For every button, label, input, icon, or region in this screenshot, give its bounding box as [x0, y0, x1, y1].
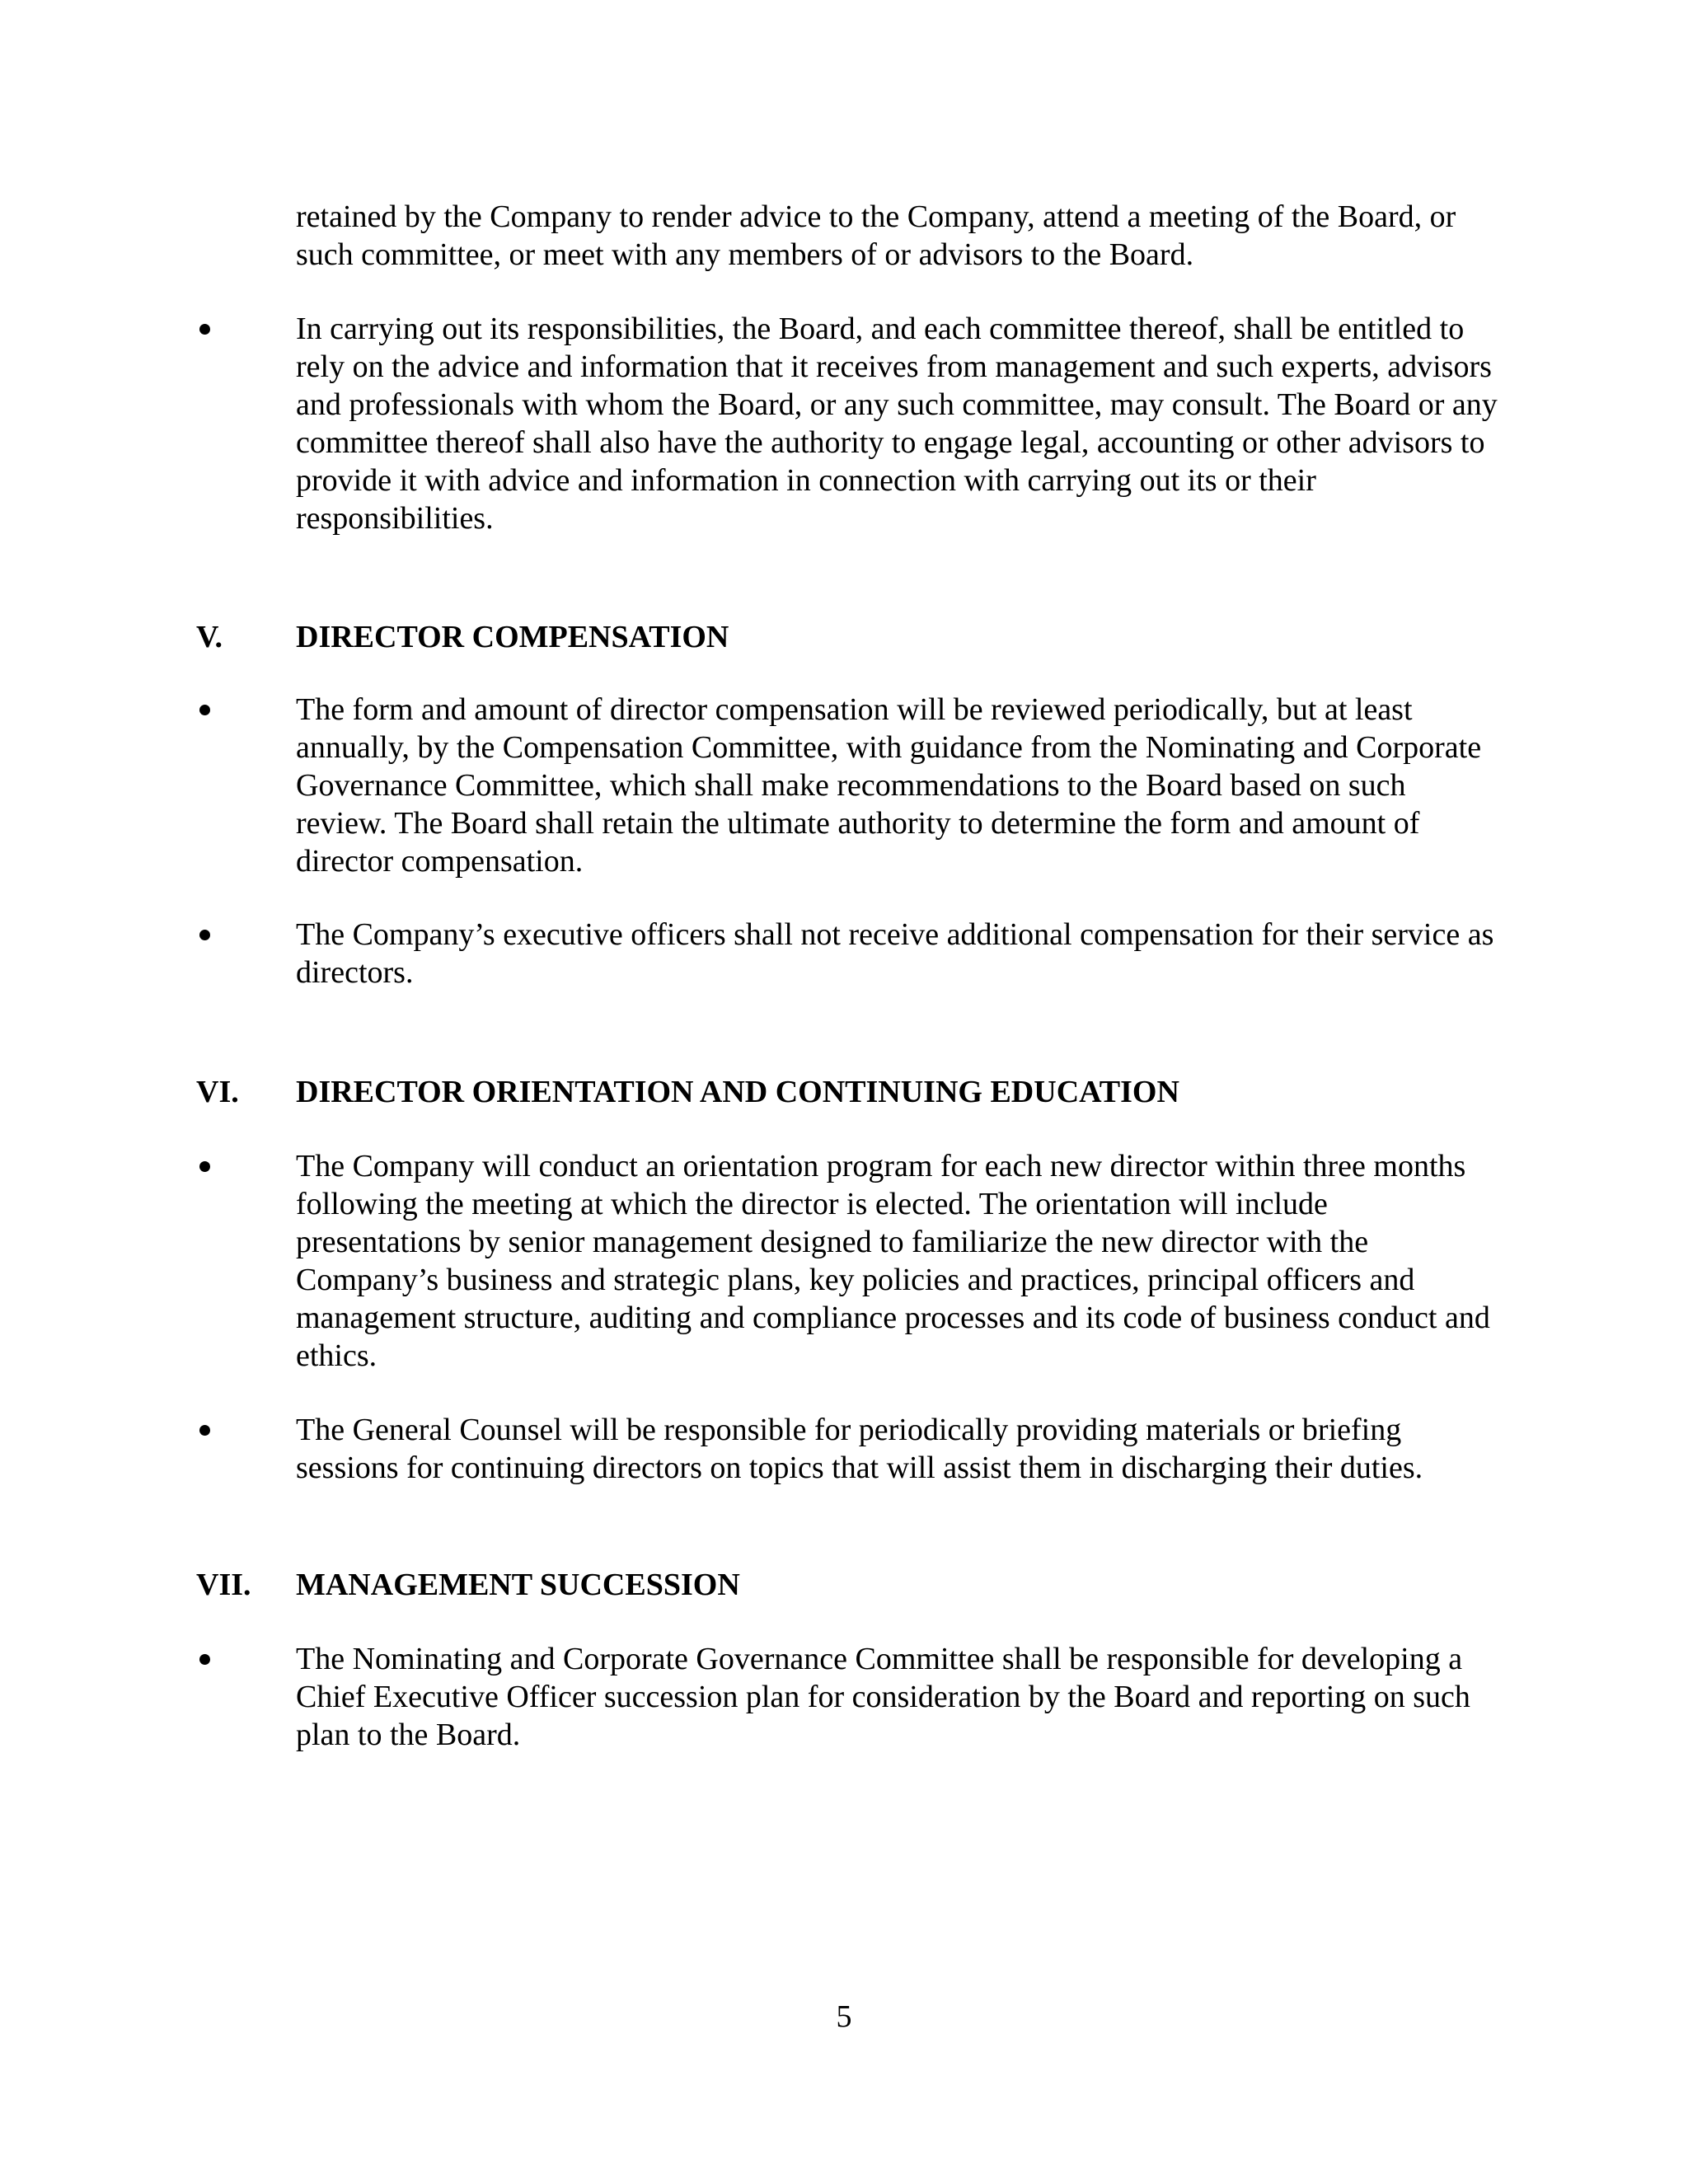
- section-number: VII.: [196, 1568, 251, 1602]
- bullet-marker: [196, 310, 216, 330]
- section-heading: MANAGEMENT SUCCESSION: [296, 1568, 740, 1602]
- bullet-paragraph: The Nominating and Corporate Governance Committee shall be responsible for developing a Chief Executive Officer succession plan for consideration by the Board and reporting on such plan to the Board.: [296, 1642, 1470, 1752]
- bullet-paragraph: The form and amount of director compensation will be reviewed periodically, but at least annually, by the Compensation Committee, with guidance from the Nominating and Corporate Governance Committee, which shall make recommendations to the Board based on such review. The Board shall retain the ultimate authority to determine the form and amount of director compensation.: [296, 692, 1482, 879]
- bullet-paragraph: The General Counsel will be responsible for periodically providing materials or briefing sessions for continuing directors on topics that will assist them in discharging their duties.: [296, 1413, 1423, 1485]
- bullet-marker: [196, 1147, 216, 1167]
- section-heading: DIRECTOR ORIENTATION AND CONTINUING EDUCATION: [296, 1075, 1179, 1109]
- bullet-marker: [196, 691, 216, 710]
- bullet-marker: [196, 1640, 216, 1660]
- bullet-marker: [196, 1411, 216, 1431]
- bullet-paragraph: In carrying out its responsibilities, the Board, and each committee thereof, shall be entitled to rely on the advice and information that it receives from management and such experts, advisors and professionals with whom the Board, or any such committee, may consult. The Board or any committee thereof shall also have the authority to engage legal, accounting or other advisors to provide it with advice and information in connection with carrying out its or their responsibilities.: [296, 312, 1498, 536]
- page-number: 5: [836, 1999, 852, 2034]
- section-number: V.: [196, 620, 223, 654]
- bullet-paragraph: The Company will conduct an orientation program for each new director within three months following the meeting at which the director is elected. The orientation will include presentations by senior management designed to familiarize the new director with the Company’s business and strategic plans, key policies and practices, principal officers and management structure, auditing and compliance processes and its code of business conduct and ethics.: [296, 1149, 1490, 1373]
- section-heading: DIRECTOR COMPENSATION: [296, 620, 729, 654]
- bullet-marker: [196, 916, 216, 935]
- section-number: VI.: [196, 1075, 239, 1109]
- continuation-paragraph: retained by the Company to render advice to the Company, attend a meeting of the Board, or such committee, or meet with any members of or advisors to the Board.: [296, 199, 1456, 272]
- bullet-paragraph: The Company’s executive officers shall not receive additional compensation for their service as directors.: [296, 917, 1494, 990]
